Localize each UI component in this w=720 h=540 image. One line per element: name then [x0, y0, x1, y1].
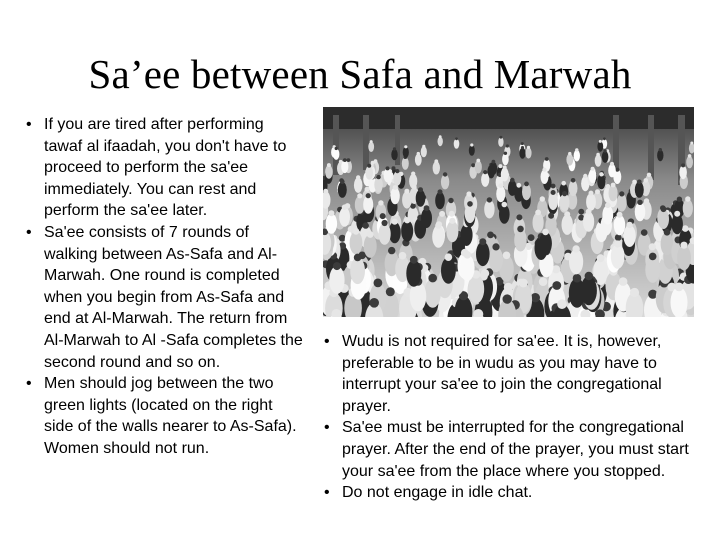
pilgrim [432, 226, 444, 248]
pilgrim-head [449, 211, 455, 217]
pilgrim-head [388, 247, 395, 254]
pilgrim [566, 154, 573, 166]
pilgrim-head [492, 243, 499, 250]
pilgrim-head [464, 251, 472, 259]
bullet-item: • Sa'ee must be interrupted for the congregational prayer. After the end of the prayer, you must start your sa'ee from the place where you stopped. [322, 417, 702, 482]
pilgrim [446, 221, 458, 242]
pilgrim [384, 168, 392, 182]
pilgrim [421, 208, 432, 228]
pilgrim [325, 165, 333, 179]
pilgrim-head [367, 231, 374, 238]
pilgrim-head [630, 288, 639, 297]
pilgrim [460, 255, 475, 281]
pilgrim-head [557, 299, 567, 309]
pilgrim [539, 232, 552, 255]
pilgrim [679, 165, 687, 179]
pilgrim-head [649, 253, 657, 261]
pilgrim-head [659, 148, 662, 151]
pilgrim-head [340, 180, 345, 185]
pilgrims-crowd-photo [323, 107, 694, 317]
pilgrim-head [363, 222, 369, 228]
pilgrim-head [410, 256, 418, 264]
pilgrim-head [573, 274, 582, 283]
pilgrim-head [417, 152, 420, 155]
pilgrim-head [438, 189, 443, 194]
pilgrim-head [376, 175, 380, 179]
pilgrim-head [335, 147, 338, 150]
pilgrim-head [675, 283, 684, 292]
pilgrim-head [392, 219, 398, 225]
pilgrim [658, 209, 669, 229]
pilgrim [525, 147, 531, 158]
pilgrim-head [328, 210, 334, 216]
pilgrim [499, 205, 510, 224]
pilgrim-head [677, 197, 682, 202]
pilgrim-head [674, 211, 680, 217]
pilgrim [548, 193, 558, 211]
pilgrim [364, 235, 377, 258]
pilgrim-head [610, 162, 614, 166]
pilgrim-head [439, 211, 445, 217]
pilgrim-head [614, 240, 621, 247]
pilgrim-head [596, 153, 600, 157]
pilgrim [339, 207, 350, 227]
pilgrim [402, 157, 409, 170]
pilgrim-head [615, 234, 622, 241]
pilgrim-head [597, 254, 605, 262]
pilgrim-head [471, 163, 475, 167]
pilgrim [354, 178, 363, 193]
pilgrim-head [605, 203, 611, 209]
pilgrim-head [626, 222, 632, 228]
pilgrim-head [483, 170, 487, 174]
pilgrim [475, 161, 482, 174]
pilgrim [406, 260, 421, 287]
pilgrim-head [353, 228, 360, 235]
pilgrim [560, 194, 570, 212]
pilgrim-head [611, 183, 616, 188]
pilgrim-head [323, 189, 328, 194]
pilgrim [438, 137, 443, 147]
pilgrim-head [591, 167, 595, 171]
pilgrim-head [503, 166, 507, 170]
pilgrim-head [399, 252, 407, 260]
pilgrim-head [404, 145, 407, 148]
crowd-photo-drawing [323, 107, 694, 317]
pilgrim [441, 174, 449, 189]
ceiling [323, 107, 694, 129]
pilgrim-head [516, 183, 521, 188]
pilgrim [569, 180, 578, 196]
pilgrim-head [644, 198, 649, 203]
pilgrim-head [386, 166, 390, 170]
pilgrim-head [681, 163, 685, 167]
pilgrim-head [422, 145, 425, 148]
pilgrim [508, 180, 517, 196]
pilgrim-head [521, 146, 524, 149]
pilgrim-head [615, 168, 619, 172]
pilgrim-head [443, 172, 447, 176]
pilgrim-head [661, 206, 667, 212]
pilgrim-head [688, 154, 692, 158]
pilgrim-head [585, 272, 593, 280]
pilgrim-head [542, 168, 546, 172]
pilgrim [425, 278, 441, 308]
right-bullet-list [322, 331, 702, 504]
bullet-item: • Sa'ee consists of 7 rounds of walking between As-Safa and Al-Marwah. One round is completed when you begin from As-Safa and end at Al-Marwah. The return from Al-Marwah to Al -Safa completes the second round and so on. [24, 222, 306, 373]
pilgrim-head [575, 148, 578, 151]
pilgrim [338, 182, 347, 198]
pilgrim-head [455, 137, 458, 140]
pilgrim-head [354, 254, 362, 262]
pilgrim-head [632, 180, 637, 185]
pilgrim-head [435, 222, 441, 228]
pilgrim [469, 145, 475, 156]
pilgrim [686, 156, 693, 168]
pilgrim-head [599, 172, 603, 176]
pilgrim-head [343, 158, 347, 162]
pilgrim-head [382, 220, 388, 226]
pilgrim-head [466, 191, 471, 196]
pilgrim-head [568, 152, 571, 155]
pilgrim-head [680, 242, 687, 249]
pilgrim-head [647, 173, 651, 177]
pilgrim [350, 231, 363, 254]
pilgrim-head [552, 281, 561, 290]
pilgrim-head [392, 166, 396, 170]
pilgrim-head [369, 298, 379, 308]
pilgrim-head [571, 178, 576, 183]
pilgrim [635, 182, 644, 198]
pilgrim-head [448, 198, 453, 203]
pilgrim-head [366, 193, 371, 198]
pilgrim-head [476, 159, 480, 163]
pilgrim-head [619, 191, 624, 196]
pilgrim-head [603, 149, 606, 152]
pilgrim-head [540, 196, 545, 201]
pilgrim-head [503, 252, 511, 260]
pilgrim-head [404, 217, 410, 223]
slide-title: Sa’ee between Safa and Marwah [88, 51, 632, 97]
pilgrim-head [527, 146, 530, 149]
pilgrim [502, 153, 509, 165]
pilgrim [496, 186, 505, 203]
pilgrim-head [445, 253, 453, 261]
pilgrim [602, 151, 609, 163]
pilgrim-head [479, 238, 486, 245]
pilgrim-head [333, 262, 341, 270]
pilgrim [635, 202, 646, 221]
pilgrim-head [487, 232, 494, 239]
pilgrim [602, 205, 613, 224]
pilgrim-head [395, 169, 399, 173]
pilgrim [514, 229, 527, 252]
bullet-item: • If you are tired after performing tawaf al ifaadah, you don't have to proceed to perform the sa'ee immediately. You can rest and perform the sa'ee later. [24, 114, 306, 222]
pilgrim [519, 148, 525, 159]
pilgrim [390, 188, 399, 205]
pilgrim [672, 214, 683, 235]
pilgrim-head [327, 163, 331, 167]
pilgrim-head [562, 191, 567, 196]
pilgrim [465, 204, 476, 223]
pilgrim-head [589, 191, 594, 196]
pilgrim-head [487, 197, 492, 202]
pilgrim [454, 139, 460, 149]
pilgrim [490, 162, 497, 175]
pilgrim [484, 200, 494, 219]
pilgrim-head [599, 140, 602, 143]
pilgrim-head [617, 212, 623, 218]
pilgrim-head [586, 209, 592, 215]
pilgrim-head [637, 180, 642, 185]
pilgrim-head [619, 277, 628, 286]
pilgrim-head [551, 190, 556, 195]
pilgrim-head [685, 196, 690, 201]
pilgrim-head [517, 226, 524, 233]
pilgrim [415, 154, 422, 166]
pilgrim-head [492, 160, 496, 164]
pilgrim-head [519, 279, 528, 288]
pilgrim [435, 192, 445, 209]
pilgrim [365, 166, 373, 180]
pilgrim [363, 196, 373, 214]
pilgrim [533, 212, 544, 232]
pilgrim [350, 258, 365, 285]
pilgrim-head [690, 142, 693, 145]
pilgrim [401, 220, 413, 241]
pilgrim-head [393, 185, 398, 190]
pilgrim [562, 214, 573, 235]
bullet-item: • Wudu is not required for sa'ee. It is, however, preferable to be in wudu as you may have to interrupt your sa'ee to join the congregational prayer. [322, 331, 702, 417]
pilgrim-head [561, 181, 566, 186]
pilgrim [333, 149, 339, 160]
pilgrim-head [637, 200, 642, 205]
pilgrim-head [503, 294, 512, 303]
pilgrim-head [393, 147, 396, 150]
pilgrim [569, 249, 583, 274]
pilgrim-head [516, 214, 522, 220]
pilgrim [391, 149, 397, 160]
pilgrim [341, 160, 348, 173]
pilgrim [433, 161, 440, 174]
pilgrim-head [578, 209, 584, 215]
pilgrim-head [641, 229, 648, 236]
pilgrim [671, 287, 688, 317]
pilgrim-head [418, 187, 423, 192]
pilgrim [329, 266, 344, 294]
pilgrim-head [367, 164, 371, 168]
pilgrim [489, 247, 503, 272]
pilgrim-head [370, 140, 373, 143]
pilgrim-head [428, 274, 437, 283]
pilgrim-head [342, 204, 348, 210]
pilgrim [379, 223, 391, 245]
pilgrim [583, 212, 594, 232]
pilgrim-head [424, 205, 430, 211]
pilgrim-head [583, 174, 587, 178]
pilgrim [624, 225, 636, 247]
pilgrim-head [412, 185, 417, 190]
pilgrim-head [365, 187, 370, 192]
pilgrim [421, 146, 427, 157]
pilgrim-head [649, 243, 656, 250]
pilgrim [368, 142, 374, 152]
pilgrim [481, 172, 489, 187]
pilgrim-head [498, 164, 502, 168]
pilgrim-head [470, 143, 473, 146]
bullet-item: • Men should jog between the two green lights (located on the right side of the walls nearer to As-Safa). Women should not run. [24, 373, 306, 459]
pilgrim [677, 245, 691, 270]
pilgrim [609, 185, 618, 201]
pilgrim [597, 174, 605, 189]
pilgrim-head [542, 229, 549, 236]
pilgrim-head [504, 283, 513, 292]
pilgrim-head [572, 245, 579, 252]
pilgrim-head [603, 137, 606, 140]
pilgrim [611, 244, 625, 269]
pilgrim [645, 257, 660, 283]
pilgrim-head [380, 213, 386, 219]
pilgrim [574, 150, 580, 162]
left-bullet-list [24, 114, 306, 460]
pilgrim-head [528, 234, 535, 241]
pilgrim-head [502, 202, 508, 208]
pilgrim-head [506, 144, 509, 147]
pilgrim-head [524, 182, 529, 187]
pilgrim-head [434, 159, 438, 163]
pilgrim-head [386, 287, 395, 296]
pilgrim-head [404, 189, 409, 194]
pilgrim-head [521, 142, 524, 145]
pilgrim-head [449, 218, 455, 224]
pilgrim [476, 242, 490, 266]
pilgrim [501, 168, 509, 182]
pilgrim-head [357, 193, 362, 198]
pilgrim-head [545, 157, 549, 161]
pilgrim-head [498, 183, 503, 188]
bullet-item: • Do not engage in idle chat. [322, 482, 702, 504]
pilgrim-head [535, 210, 541, 216]
pilgrim-head [548, 213, 554, 219]
pilgrim [581, 276, 597, 305]
pilgrim [683, 199, 693, 217]
pilgrim-head [500, 136, 503, 139]
pilgrim [614, 215, 625, 236]
pilgrim-head [347, 158, 351, 162]
pilgrim-head [439, 135, 442, 138]
pilgrim-head [378, 200, 383, 205]
pilgrim [374, 177, 383, 192]
pilgrim [441, 257, 456, 284]
pilgrim [586, 193, 596, 211]
pilgrim-head [510, 178, 515, 183]
pilgrim-head [467, 201, 473, 207]
pilgrim-head [356, 175, 360, 179]
pilgrim-head [374, 279, 383, 288]
pilgrim-head [411, 172, 415, 176]
pilgrim-head [504, 152, 507, 155]
pilgrim-head [539, 277, 548, 286]
pilgrim-head [682, 225, 689, 232]
pilgrim [589, 169, 597, 183]
pilgrim [326, 213, 337, 233]
pilgrim [460, 224, 472, 246]
pilgrim-head [595, 189, 600, 194]
pilgrim-head [644, 178, 649, 183]
pilgrim [595, 155, 602, 167]
pilgrim-head [664, 229, 671, 236]
